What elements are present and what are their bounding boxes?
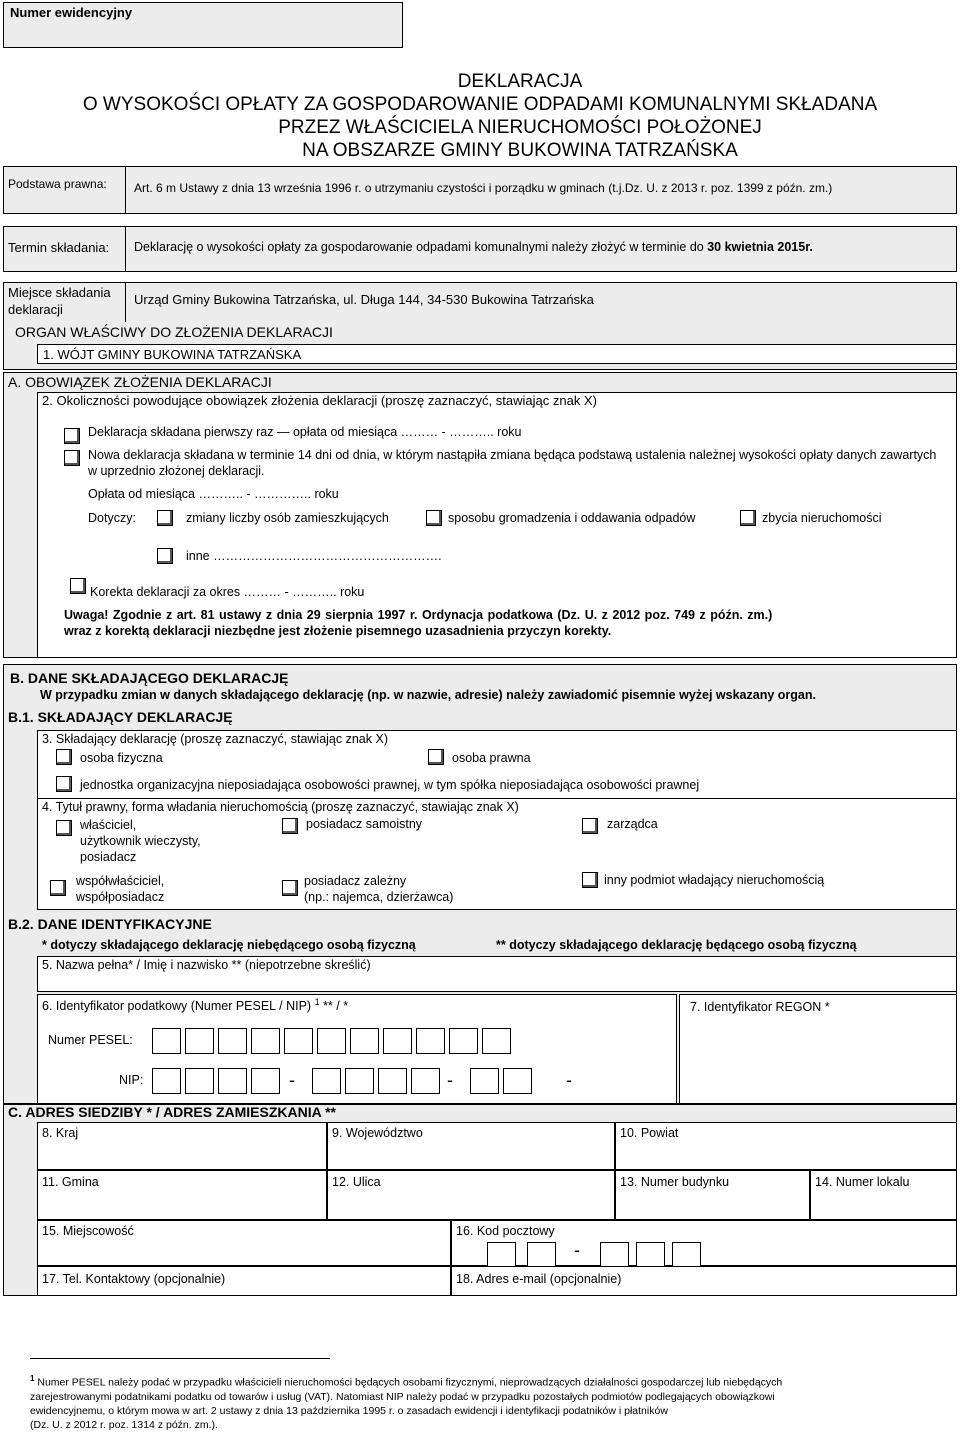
checkbox-zbycia[interactable] [740,510,756,526]
zarzadca-label: zarządca [607,817,658,831]
checkbox-osoba-fizyczna[interactable] [56,749,72,765]
d2-label: sposobu gromadzenia i oddawania odpadów [448,511,696,525]
footnote-line-4: (Dz. U. z 2012 r. poz. 1314 z późn. zm.). [30,1418,218,1431]
nip-cell-1[interactable] [152,1068,181,1094]
dotyczy-label: Dotyczy: [88,511,136,525]
checkbox-wspolwlasciciel[interactable] [50,880,66,896]
f13-label: 13. Numer budynku [620,1175,730,1189]
title-line-1: DEKLARACJA [457,71,583,92]
opt1-label: Deklaracja składana pierwszy raz — opłata od miesiąca ……… - ……….. roku [88,425,522,439]
title-line-2: O WYSOKOŚCI OPŁATY ZA GOSPODAROWANIE ODPADAMI KOMUNALNYMI SKŁADANA [82,94,878,115]
nip-cell-4[interactable] [251,1068,280,1094]
checkbox-jednostka[interactable] [56,776,72,792]
osoba-prawna-label: osoba prawna [452,751,531,765]
f14-label: 14. Numer lokalu [815,1175,910,1189]
inny-podmiot-label: inny podmiot władający nieruchomością [604,873,825,887]
b1-title: B.1. SKŁADAJĄCY DEKLARACJĘ [8,709,233,725]
f5-label: 5. Nazwa pełna* / Imię i nazwisko ** (niepotrzebne skreślić) [42,958,371,972]
f11-label: 11. Gmina [42,1175,99,1189]
nip-cell-9[interactable] [470,1068,499,1094]
checkbox-korekta[interactable] [70,578,86,594]
kod-cell-3[interactable] [600,1242,629,1268]
d1-label: zmiany liczby osób zamieszkujących [186,511,389,525]
nip-dash-1: - [289,1070,295,1090]
pesel-cell-9[interactable] [416,1028,445,1054]
wlasciciel-line-3: posiadacz [80,850,137,864]
f12-label: 12. Ulica [332,1175,381,1189]
title-line-3: PRZEZ WŁAŚCICIELA NIERUCHOMOŚCI POŁOŻONEJ [278,117,762,138]
d3-label: zbycia nieruchomości [762,511,882,525]
nip-label: NIP: [119,1073,144,1087]
pesel-cell-5[interactable] [284,1028,313,1054]
nip-cell-7[interactable] [378,1068,407,1094]
footnote-separator [30,1358,330,1359]
checkbox-osoba-prawna[interactable] [428,749,444,765]
q3-label: 3. Składający deklarację (proszę zaznaczyć, stawiając znak X) [42,732,388,746]
footnote-line-2: zarejestrowanymi podatnikami podatku od towarów i usług (VAT). Natomiast NIP należy podać w przypadku pozostałych podmiotów podlegających obowiązkowi [30,1390,775,1403]
pesel-cell-10[interactable] [449,1028,478,1054]
note-1: * dotyczy składającego deklarację niebędącego osobą fizyczną [42,938,416,952]
footnote-line-3: ewidencyjnemu, o którym mowa w art. 2 ustawy z dnia 13 października 1995 r. o zasadach ewidencji i identyfikacji podatników i płatników [30,1404,668,1417]
checkbox-pierwszy-raz[interactable] [64,428,80,444]
kod-dash: - [574,1240,580,1260]
section-c-title: C. ADRES SIEDZIBY * / ADRES ZAMIESZKANIA ** [8,1104,337,1120]
f6-tail: ** / * [319,999,349,1014]
pesel-cell-3[interactable] [218,1028,247,1054]
f16-label: 16. Kod pocztowy [456,1224,555,1238]
wspolwlasciciel-line-1: współwłaściciel, [76,874,165,888]
f17-label: 17. Tel. Kontaktowy (opcjonalnie) [42,1272,226,1286]
numer-ewidencyjny-label: Numer ewidencyjny [10,5,133,20]
footnote [30,1372,930,1432]
jednostka-label: jednostka organizacyjna nieposiadająca osobowości prawnej, w tym spółka nieposiadająca osobowości prawnej [80,778,700,792]
wspolwlasciciel-line-2: współposiadacz [76,890,165,904]
posiadacz-zalezny-label [304,873,453,905]
checkbox-zarzadca[interactable] [582,818,598,834]
nip-cell-6[interactable] [345,1068,374,1094]
nip-cell-5[interactable] [312,1068,341,1094]
pesel-cell-11[interactable] [482,1028,511,1054]
termin-body: Deklarację o wysokości opłaty za gospodarowanie odpadami komunalnymi należy złożyć w terminie do [134,240,704,254]
title-line-4: NA OBSZARZE GMINY BUKOWINA TATRZAŃSKA [302,140,738,161]
q4-label: 4. Tytuł prawny, forma władania nieruchomością (proszę zaznaczyć, stawiając znak X) [42,800,519,814]
uwaga-line-1: Uwaga! Zgodnie z art. 81 ustawy z dnia 29 sierpnia 1997 r. Ordynacja podatkowa (Dz. U. z 2012 poz. 749 z późn. zm.) [64,608,773,622]
checkbox-zmiany-liczby[interactable] [157,510,173,526]
pesel-cell-7[interactable] [350,1028,379,1054]
checkbox-posiadacz-samoistny[interactable] [282,818,298,834]
organ-title: ORGAN WŁAŚCIWY DO ZŁOŻENIA DEKLARACJI [15,324,333,340]
section-b-title: B. DANE SKŁADAJĄCEGO DEKLARACJĘ [10,670,289,686]
pesel-cell-8[interactable] [383,1028,412,1054]
f15-label: 15. Miejscowość [42,1224,134,1238]
f6-sup: 1 [314,997,320,1007]
termin-date: 30 kwietnia 2015r. [707,240,813,254]
nip-dash-2: - [447,1070,453,1090]
termin-text [134,240,813,254]
nip-cell-10[interactable] [503,1068,532,1094]
q2-label: 2. Okoliczności powodujące obowiązek złożenia deklaracji (proszę zaznaczyć, stawiając znak X) [42,393,597,408]
uwaga-line-2: wraz z korektą deklaracji niezbędne jest złożenie pisemnego uzasadnienia przyczyn korekty. [64,624,612,638]
checkbox-nowa-deklaracja[interactable] [64,450,80,466]
wlasciciel-line-2: użytkownik wieczysty, [80,834,201,848]
miejsce-label: Miejsce składania deklaracji [8,285,111,317]
organ-item: 1. WÓJT GMINY BUKOWINA TATRZAŃSKA [43,347,302,362]
pesel-cell-4[interactable] [251,1028,280,1054]
pesel-label: Numer PESEL: [48,1033,133,1047]
podstawa-label: Podstawa prawna: [8,177,107,191]
korekta-label: Korekta deklaracji za okres ……… - ……….. roku [90,585,365,599]
b2-title: B.2. DANE IDENTYFIKACYJNE [8,916,212,932]
posiadacz-zalezny-line-1: posiadacz zależny [304,874,407,888]
kod-cell-4[interactable] [636,1242,665,1268]
nip-cell-8[interactable] [411,1068,440,1094]
opt2-label: Nowa deklaracja składana w terminie 14 dni od dnia, w którym nastąpiła zmiana będąca podstawą ustalenia należnej wysokości opłaty danych zawartych w uprzednio złożonej deklaracji. [88,448,937,478]
miejsce-text: Urząd Gminy Bukowina Tatrzańska, ul. Długa 144, 34-530 Bukowina Tatrzańska [134,292,594,307]
checkbox-sposobu-gromadzenia[interactable] [426,510,442,526]
wspolwlasciciel-label [76,873,164,905]
pesel-cell-2[interactable] [185,1028,214,1054]
f18-label: 18. Adres e-mail (opcjonalnie) [456,1272,622,1286]
section-a-title: A. OBOWIĄZEK ZŁOŻENIA DEKLARACJI [8,374,272,390]
f10-label: 10. Powiat [620,1126,679,1140]
form-title [0,70,960,162]
footnote-num: 1 [30,1374,35,1383]
pesel-cell-1[interactable] [152,1028,181,1054]
checkbox-posiadacz-zalezny[interactable] [282,880,298,896]
checkbox-wlasciciel[interactable] [56,820,72,836]
posiadacz-samoistny-label: posiadacz samoistny [306,817,423,831]
podstawa-text: Art. 6 m Ustawy z dnia 13 września 1996 r. o utrzymaniu czystości i porządku w gminach (t.j.Dz. U. z 2013 r. poz. 1399 z późn. zm.) [134,181,833,195]
checkbox-inny-podmiot[interactable] [582,872,598,888]
wlasciciel-label [80,817,201,865]
kod-cell-5[interactable] [672,1242,701,1268]
f8-label: 8. Kraj [42,1126,79,1140]
termin-label: Termin składania: [8,240,110,255]
checkbox-inne[interactable] [157,548,173,564]
kod-cell-1[interactable] [487,1242,516,1268]
f9-label: 9. Województwo [332,1126,423,1140]
f7-label: 7. Identyfikator REGON * [690,1000,830,1014]
numer-ewidencyjny-box[interactable] [3,2,403,48]
posiadacz-zalezny-line-2: (np.: najemca, dzierżawca) [304,890,454,904]
f6-text: 6. Identyfikator podatkowy (Numer PESEL / NIP) [42,999,312,1014]
note-2: ** dotyczy składającego deklarację będącego osobą fizyczną [496,938,857,952]
wlasciciel-line-1: właściciel, [80,818,137,832]
osoba-fizyczna-label: osoba fizyczna [80,751,163,765]
oplata-label: Opłata od miesiąca ……….. - ………….. roku [88,487,339,501]
nip-cell-3[interactable] [218,1068,247,1094]
nip-dash-3: - [566,1070,572,1090]
section-b-subtitle: W przypadku zmian w danych składającego deklarację (np. w nazwie, adresie) należy zawiadomić pisemnie wyżej wskazany organ. [40,688,816,702]
inne-label: inne ………………………………………………. [186,549,442,563]
kod-cell-2[interactable] [527,1242,556,1268]
footnote-line-1: Numer PESEL należy podać w przypadku właścicieli nieruchomości będących osobami fizycznymi, nieprowadzących działalności gospodarczej lub niebędących [37,1376,783,1389]
pesel-cell-6[interactable] [317,1028,346,1054]
nip-cell-2[interactable] [185,1068,214,1094]
f6-label [42,997,348,1013]
kraj-field[interactable] [37,1122,327,1170]
